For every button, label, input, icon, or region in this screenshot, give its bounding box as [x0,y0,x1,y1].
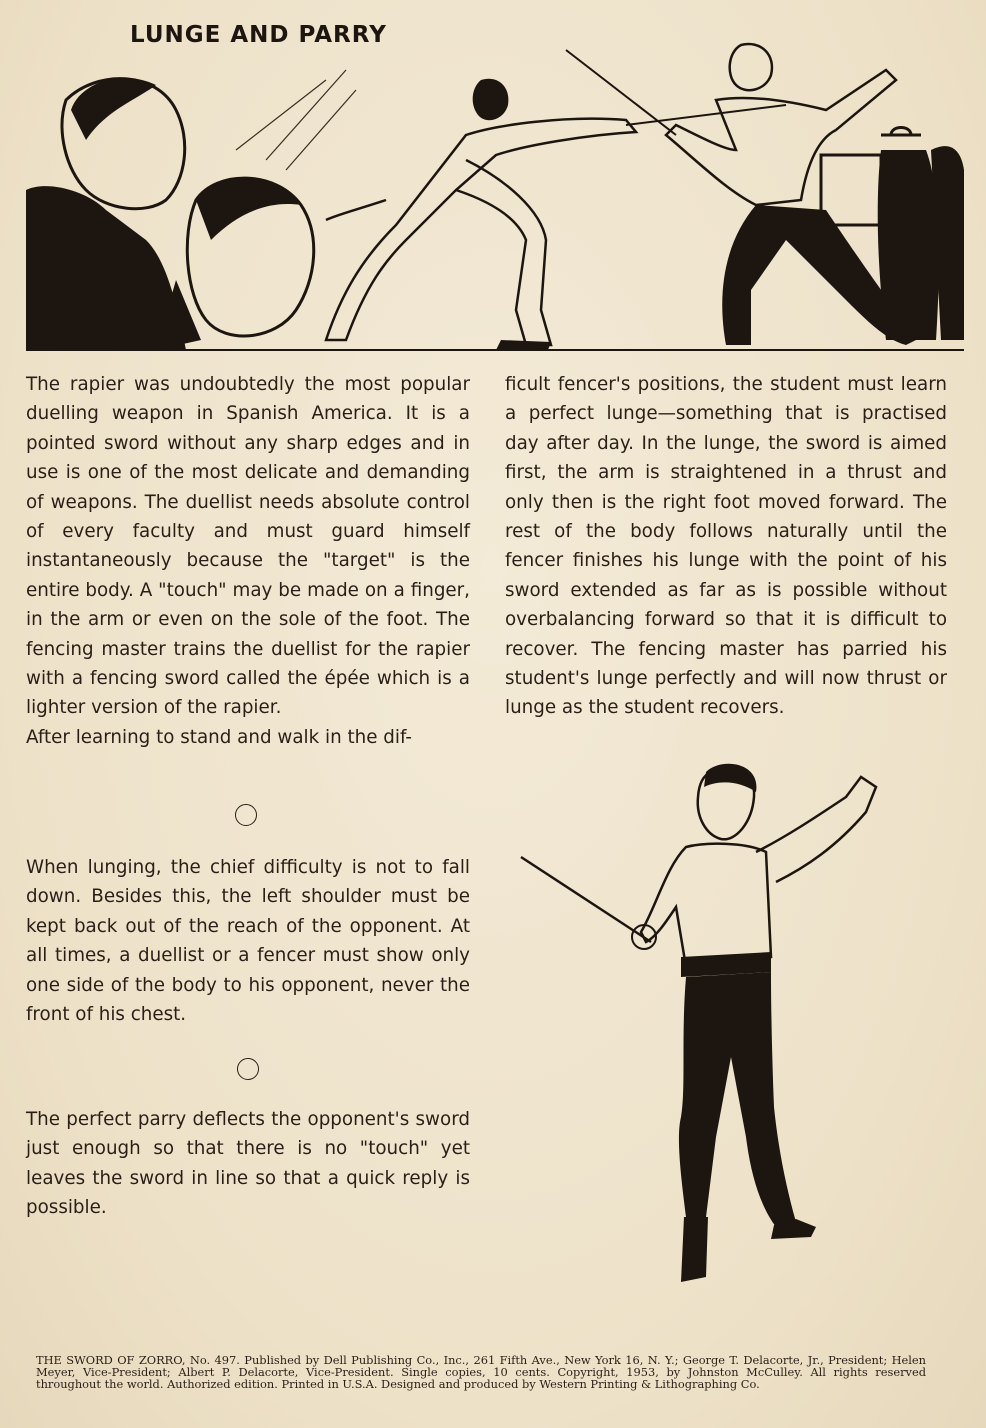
page-title: LUNGE AND PARRY [130,22,387,48]
section-divider-circle [235,804,257,826]
paragraph-lunge: ficult fencer's positions, the student must learn a perfect lunge—something that is practised day after day. In the lunge, the sword is aimed first, the arm is straightened in a thrust and only then is the right foot moved forward. The rest of the body follows naturally until the fencer finishes his lunge with the point of his sword extended as far as is possible without overbalancing forward so that it is difficult to recover. The fencing master has parried his student's lunge perfectly and will now thrust or lunge as the student recovers. [505,374,947,719]
standing-fencer-illustration [516,757,896,1297]
paragraph-lunging-difficulty: When lunging, the chief difficulty is not to fall down. Besides this, the left shoulder must be kept back out of the reach of the opponent. At all times, a duellist or a fencer must show only one side of the body to his opponent, never the front of his chest. [26,857,470,1026]
article-column-right-1 [505,370,947,723]
article-column-left-2 [26,853,470,1029]
fencing-duel-illustration [26,40,964,352]
paragraph-parry: The perfect parry deflects the opponent's sword just enough so that there is no "touch" yet leaves the sword in line so that a quick reply is possible. [26,1109,470,1219]
article-column-left-1 [26,370,470,752]
paragraph-rapier: The rapier was undoubtedly the most popular duelling weapon in Spanish America. It is a pointed sword without any sharp edges and in use is one of the most delicate and demanding of weapons. The duellist needs absolute control of every faculty and must guard himself instantaneously because the "target" is the entire body. A "touch" may be made on a finger, in the arm or even on the sole of the foot. The fencing master trains the duellist for the rapier with a fencing sword called the épée which is a lighter version of the rapier. [26,374,470,719]
paragraph-learning: After learning to stand and walk in the dif- [26,726,413,748]
section-divider-circle [237,1058,259,1080]
publication-imprint: THE SWORD OF ZORRO, No. 497. Published by Dell Publishing Co., Inc., 261 Fifth Ave., New York 16, N. Y.; George T. Delacorte, Jr., President; Helen Meyer, Vice-President; Albert P. Delacorte, Vice-President. Single copies, 10 cents. Copyright, 1953, by Johnston McCulley. All rights reserved throughout the world. Authorized edition. Printed in U.S.A. Designed and produced by Western Printing & Lithographing Co. [36,1353,926,1392]
article-column-left-3 [26,1105,470,1223]
